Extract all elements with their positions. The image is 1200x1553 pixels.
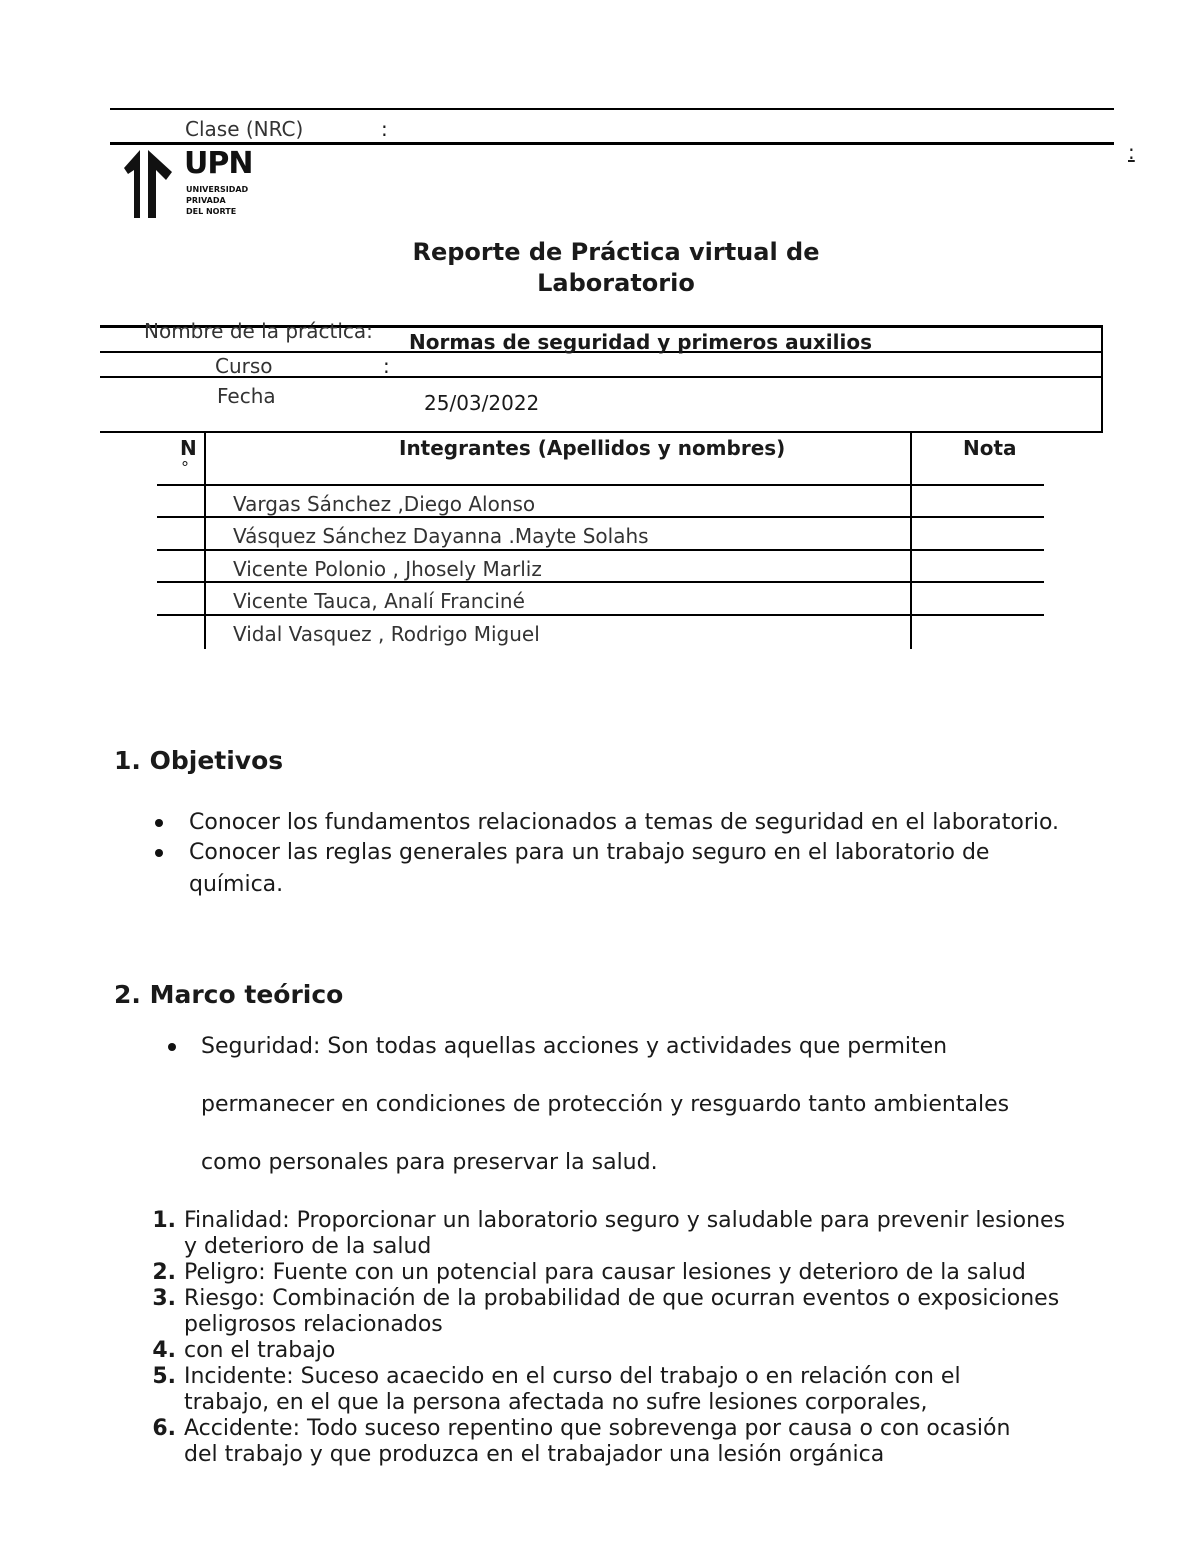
seguridad-line-2: permanecer en condiciones de protección y resguardo tanto ambientales [201, 1092, 1010, 1117]
col-divider-2 [910, 433, 912, 649]
header-bottom-rule [110, 142, 1114, 145]
list-text-cont: del trabajo y que produzca en el trabajador una lesión orgánica [184, 1442, 885, 1467]
list-number: 6. [152, 1416, 176, 1441]
list-number: 3. [152, 1286, 176, 1311]
header-top-rule [110, 108, 1114, 110]
list-text: Riesgo: Combinación de la probabilidad de que ocurran eventos o exposiciones [184, 1286, 1060, 1311]
objective-2-cont: química. [189, 872, 284, 897]
seguridad-line-3: como personales para preservar la salud. [201, 1150, 658, 1175]
list-item [146, 1416, 1065, 1468]
row-rule-2 [157, 549, 1044, 551]
col-divider-1 [204, 433, 206, 649]
table-row: Vicente Polonio , Jhosely Marliz [233, 557, 542, 581]
list-text-cont: trabajo, en el que la persona afectada no sufre lesiones corporales, [184, 1390, 928, 1415]
logo-brand: UPN [184, 146, 253, 181]
col-names-header: Integrantes (Apellidos y nombres) [399, 436, 786, 460]
list-text: Peligro: Fuente con un potencial para causar lesiones y deterioro de la salud [184, 1260, 1026, 1285]
col-no-header-degree: ° [181, 458, 189, 477]
col-no-header: N [180, 436, 197, 460]
list-text: Finalidad: Proporcionar un laboratorio seguro y saludable para prevenir lesiones [184, 1208, 1066, 1233]
table-row: Vargas Sánchez ,Diego Alonso [233, 492, 536, 516]
list-text-cont: y deterioro de la salud [184, 1234, 432, 1259]
definitions-list [146, 1208, 1065, 1468]
objective-2: Conocer las reglas generales para un trabajo seguro en el laboratorio de [189, 840, 990, 865]
list-text-cont: peligrosos relacionados [184, 1312, 443, 1337]
list-item [146, 1286, 1065, 1338]
clase-colon: : [381, 117, 388, 141]
curso-colon: : [383, 354, 390, 378]
objective-1: Conocer los fundamentos relacionados a temas de seguridad en el laboratorio. [189, 810, 1060, 835]
seguridad-line-1: Seguridad: Son todas aquellas acciones y actividades que permiten [201, 1034, 948, 1059]
logo-line3: DEL NORTE [186, 207, 237, 216]
list-number: 2. [152, 1260, 176, 1285]
section-1-heading: 1. Objetivos [114, 746, 284, 775]
upn-logo [122, 146, 253, 220]
row-rule-4 [157, 614, 1044, 616]
bullet-dot [155, 849, 163, 857]
col-grade-header: Nota [963, 436, 1017, 460]
nombre-label: Nombre de la práctica: [144, 319, 373, 343]
list-item [146, 1260, 1065, 1286]
list-item [146, 1208, 1065, 1260]
report-title-line2: Laboratorio [537, 269, 695, 297]
info-box-right [1101, 325, 1103, 433]
list-text: Accidente: Todo suceso repentino que sobrevenga por causa o con ocasión [184, 1416, 1011, 1441]
bullet-dot [155, 819, 163, 827]
list-text: Incidente: Suceso acaecido en el curso del trabajo o en relación con el [184, 1364, 961, 1389]
list-number: 4. [152, 1338, 176, 1363]
report-title-line1: Reporte de Práctica virtual de [412, 238, 820, 266]
list-item [146, 1338, 1065, 1364]
list-item [146, 1364, 1065, 1416]
section-2-heading: 2. Marco teórico [114, 980, 344, 1009]
bullet-dot [168, 1043, 176, 1051]
table-row: Vicente Tauca, Analí Franciné [233, 589, 525, 613]
row-rule-3 [157, 581, 1044, 583]
table-header-rule [157, 484, 1044, 486]
curso-label: Curso [215, 354, 273, 378]
fecha-value: 25/03/2022 [424, 391, 540, 415]
row-rule-1 [157, 516, 1044, 518]
upn-logo-mark-icon [122, 150, 182, 218]
nombre-value: Normas de seguridad y primeros auxilios [409, 330, 872, 354]
logo-line2: PRIVADA [186, 196, 226, 205]
list-number: 1. [152, 1208, 176, 1233]
logo-line1: UNIVERSIDAD [186, 185, 249, 194]
list-number: 5. [152, 1364, 176, 1389]
info-box-bottom [100, 431, 1103, 433]
right-colon: : [1128, 140, 1135, 164]
table-row: Vásquez Sánchez Dayanna .Mayte Solahs [233, 524, 649, 548]
list-text: con el trabajo [184, 1338, 336, 1363]
fecha-label: Fecha [217, 384, 276, 408]
table-row: Vidal Vasquez , Rodrigo Miguel [233, 622, 540, 646]
clase-label: Clase (NRC) [185, 117, 304, 141]
